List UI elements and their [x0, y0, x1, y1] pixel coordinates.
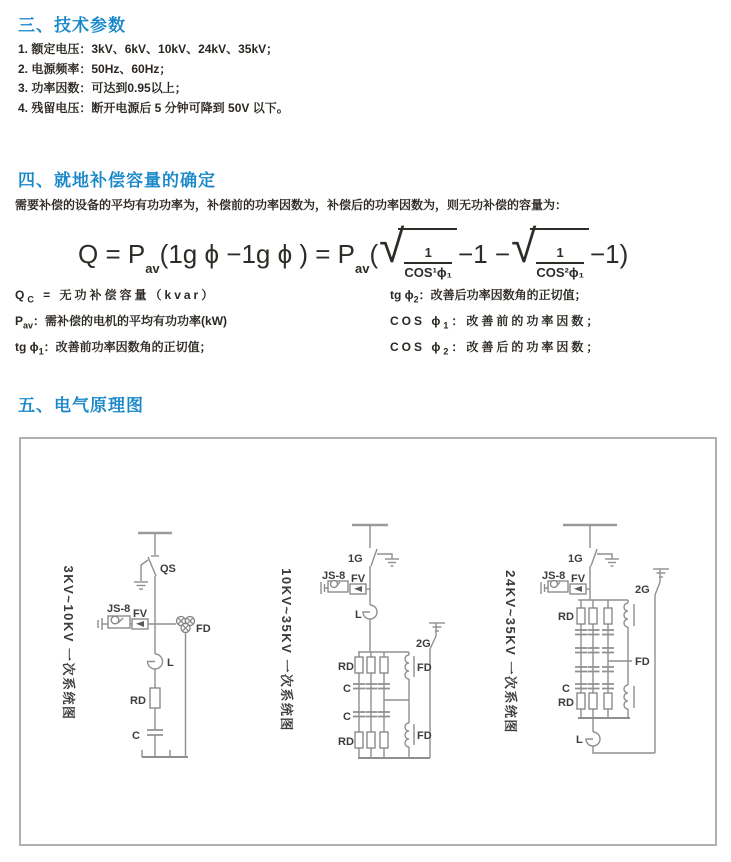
label-rd: RD: [558, 697, 574, 709]
label-1g: 1G: [348, 553, 363, 565]
label-rd: RD: [558, 611, 574, 623]
definitions-right: [390, 285, 601, 363]
return-line: [593, 746, 655, 753]
section4-intro: 需要补偿的设备的平均有功功率为，补偿前的功率因数为，补偿后的功率因数为，则无功补偿的容量为：: [15, 198, 568, 212]
label-l: L: [355, 609, 362, 621]
definition-line: $Q_C$ = 无功补偿容量（kvar）: [15, 288, 217, 305]
circuit-lines: [98, 533, 195, 757]
reactor-symbol: [363, 605, 377, 619]
circuit-lines: [541, 525, 669, 753]
label-c: C: [343, 683, 351, 695]
fuse-row-top: [577, 608, 612, 624]
label-fv: FV: [351, 573, 366, 585]
formula-sub-av: av: [145, 261, 160, 277]
label-rd: RD: [130, 695, 146, 707]
fd-lamp-cluster: [177, 617, 195, 758]
tech-param-item: 3. 功率因数：可达到0.95以上；: [18, 81, 187, 95]
label-js8: JS-8: [542, 570, 566, 582]
label-l: L: [167, 657, 174, 669]
label-rd: RD: [338, 736, 354, 748]
label-2g: 2G: [635, 584, 650, 596]
earth-branch: [141, 560, 148, 581]
formula-lead: Q = P: [78, 238, 146, 269]
fd-discharge-coil-bottom: [624, 661, 634, 718]
fd-discharge-coil-bottom: [405, 700, 414, 758]
formula-between: −1 −: [458, 238, 511, 269]
formula-open-paren: (: [369, 238, 379, 269]
diagram3-side-label: 24KV~35KV 一次系统图: [503, 570, 518, 734]
definition-line: COS $\phi_2$：改善后的功率因数；: [390, 339, 602, 357]
label-rd: RD: [338, 661, 354, 673]
reactor-symbol: [148, 654, 163, 669]
label-fd: FD: [196, 623, 211, 635]
label-fd: FD: [635, 656, 650, 668]
tech-param-item: 2. 电源频率：50Hz、60Hz；: [18, 61, 172, 76]
definition-line: COS $\phi_1$：改善前的功率因数；: [390, 313, 602, 331]
g1-disconnector-blade: [371, 549, 377, 566]
reactor-symbol: [586, 732, 600, 746]
js8-counter-symbol: [98, 616, 132, 630]
label-fv: FV: [133, 608, 148, 620]
qs-disconnector-blade: [148, 557, 156, 576]
fd-discharge-coil-top: [405, 652, 414, 700]
fv-arrester-symbol: [350, 584, 370, 594]
section4-title: 四、就地补偿容量的确定: [18, 171, 216, 190]
definition-line: tg $\phi_2$：改善后功率因数角的正切值；: [390, 288, 587, 305]
js8-counter-symbol: [321, 581, 348, 595]
radical2-denominator: COS²ϕ₁: [536, 264, 584, 280]
g2-disconnector-blade: [655, 582, 660, 595]
label-1g: 1G: [568, 553, 583, 565]
label-qs: QS: [160, 563, 176, 575]
ground-symbol: [597, 554, 619, 566]
label-c: C: [132, 730, 140, 742]
radical-1: [379, 220, 457, 280]
tech-param-item: 4. 残留电压：断开电源后 5 分钟可降到 50V 以下。: [18, 100, 289, 115]
label-2g: 2G: [416, 638, 431, 650]
label-js8: JS-8: [107, 603, 131, 615]
ground-symbol: [429, 623, 445, 636]
fv-arrester-symbol: [132, 619, 176, 629]
radical-sign: √: [379, 220, 405, 272]
definition-line: $P_{av}$：需补偿的电机的平均有功功率(kW): [15, 313, 228, 331]
js8-counter-symbol: [541, 581, 568, 595]
fuse-row-bottom: [355, 732, 388, 748]
g2-disconnector-blade: [430, 636, 436, 649]
section5-title: 五、电气原理图: [18, 396, 144, 415]
formula-close: −1): [589, 238, 629, 269]
formula-mid: (1g ϕ −1g ϕ ) = P: [159, 238, 356, 269]
label-c: C: [343, 711, 351, 723]
formula-sub-av: av: [355, 261, 370, 277]
fuse-row-top: [355, 657, 388, 673]
g1-disconnector-blade: [591, 549, 597, 566]
fuse-row-bottom: [577, 693, 612, 709]
section3-list: [18, 40, 289, 118]
primary-diagram-10kv-35kv: [318, 515, 458, 775]
diagram1-side-label: 3KV~10KV 一次系统图: [61, 565, 76, 721]
radical2-numerator: 1: [536, 245, 584, 264]
fv-arrester-symbol: [570, 584, 590, 594]
radical-2: [511, 220, 589, 280]
radical1-numerator: 1: [404, 245, 452, 264]
diagram2-side-label: 10KV~35KV 一次系统图: [279, 568, 294, 732]
radical-sign: √: [511, 220, 537, 272]
ground-symbol: [653, 569, 669, 582]
fd-discharge-coil-top: [624, 600, 634, 661]
compensation-formula: [78, 220, 629, 280]
label-fd: FD: [417, 730, 432, 742]
definitions-left: [15, 285, 227, 363]
tech-param-item: 1. 额定电压：3kV、6kV、10kV、24kV、35kV；: [18, 42, 279, 56]
ground-symbol: [377, 554, 399, 566]
label-l: L: [576, 734, 583, 746]
label-fd: FD: [417, 662, 432, 674]
label-js8: JS-8: [322, 570, 346, 582]
definition-line: tg $\phi_1$：改善前功率因数角的正切值；: [15, 339, 212, 357]
primary-diagram-24kv-35kv: [538, 515, 678, 775]
label-fv: FV: [571, 573, 586, 585]
section3-title: 三、技术参数: [18, 16, 126, 35]
ground-symbol: [134, 582, 148, 589]
fuse-symbol: [150, 688, 160, 708]
primary-diagram-3kv-10kv: [90, 515, 220, 775]
radical1-denominator: COS¹ϕ₁: [404, 264, 453, 280]
label-c: C: [562, 683, 570, 695]
capacitor-symbol: [147, 730, 163, 735]
